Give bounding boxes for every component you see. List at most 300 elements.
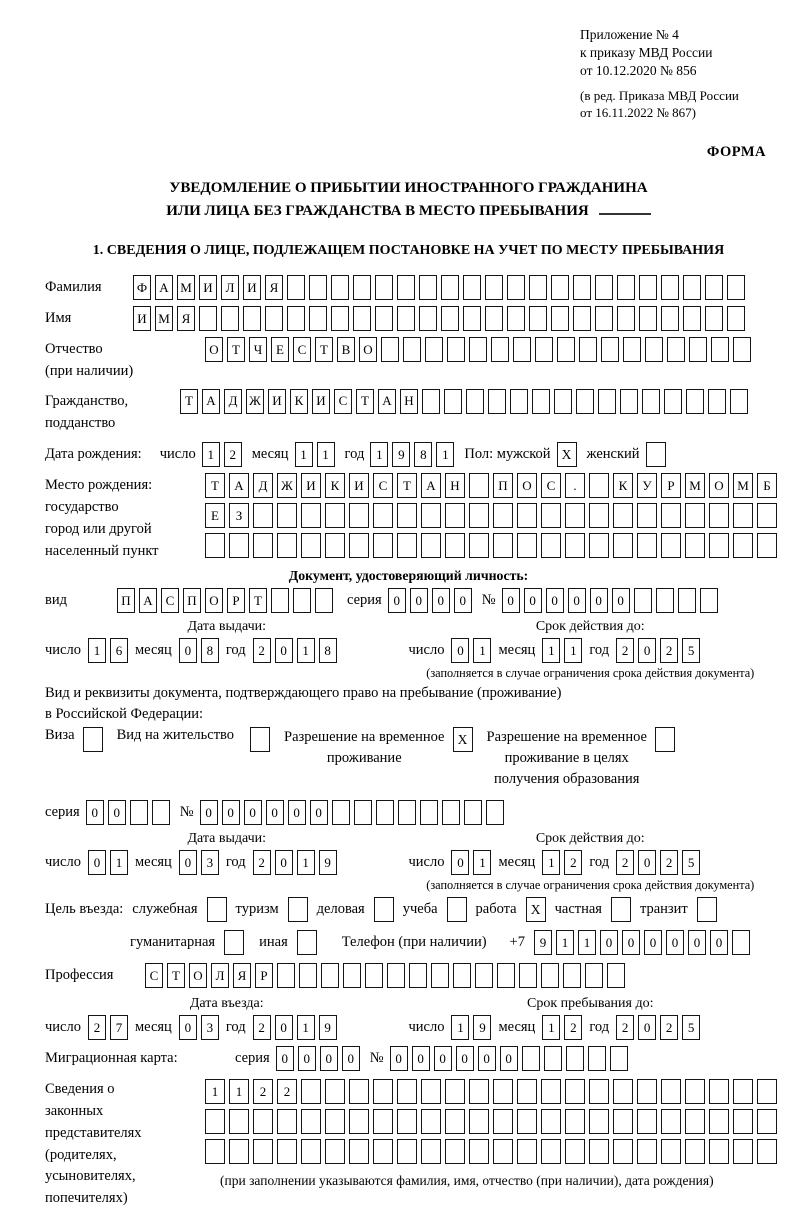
char-cell[interactable] [488,389,506,414]
char-cell[interactable]: 0 [342,1046,360,1071]
char-cell[interactable]: Д [253,473,273,498]
char-cell[interactable] [617,275,635,300]
char-cell[interactable]: С [541,473,561,498]
char-cell[interactable] [253,503,273,528]
char-cell[interactable]: 1 [542,638,560,663]
char-cell[interactable] [229,1139,249,1164]
option-residence-permit-checkbox[interactable] [250,727,270,752]
char-cell[interactable] [277,1109,297,1134]
char-cell[interactable] [309,275,327,300]
char-cell[interactable]: 9 [319,1015,337,1040]
char-cell[interactable] [529,275,547,300]
char-cell[interactable] [757,1139,777,1164]
char-cell[interactable]: 3 [201,1015,219,1040]
char-cell[interactable]: 9 [319,850,337,875]
char-cell[interactable]: 0 [179,1015,197,1040]
char-cell[interactable] [321,963,339,988]
char-cell[interactable]: Ф [133,275,151,300]
char-cell[interactable] [205,1139,225,1164]
char-cell[interactable] [493,1109,513,1134]
char-cell[interactable] [757,533,777,558]
char-cell[interactable]: М [733,473,753,498]
char-cell[interactable] [613,1079,633,1104]
char-cell[interactable] [464,800,482,825]
char-cell[interactable]: 0 [451,638,469,663]
char-cell[interactable]: 2 [660,638,678,663]
char-cell[interactable]: . [565,473,585,498]
char-cell[interactable] [678,588,696,613]
char-cell[interactable] [733,503,753,528]
char-cell[interactable]: И [312,389,330,414]
char-cell[interactable] [243,306,261,331]
char-cell[interactable] [397,533,417,558]
char-cell[interactable] [469,1139,489,1164]
char-cell[interactable]: 1 [564,638,582,663]
char-cell[interactable] [299,963,317,988]
char-cell[interactable]: 1 [317,442,335,467]
char-cell[interactable]: А [378,389,396,414]
char-cell[interactable] [293,588,311,613]
char-cell[interactable] [529,306,547,331]
char-cell[interactable] [541,1109,561,1134]
char-cell[interactable]: 0 [502,588,520,613]
char-cell[interactable]: 1 [297,1015,315,1040]
char-cell[interactable]: В [337,337,355,362]
char-cell[interactable]: 0 [388,588,406,613]
char-cell[interactable] [253,1109,273,1134]
char-cell[interactable] [544,1046,562,1071]
char-cell[interactable] [277,533,297,558]
char-cell[interactable]: 9 [473,1015,491,1040]
char-cell[interactable]: У [637,473,657,498]
char-cell[interactable]: Р [661,473,681,498]
char-cell[interactable] [409,963,427,988]
char-cell[interactable] [421,1079,441,1104]
option-temp-residence-checkbox[interactable]: X [453,727,473,752]
char-cell[interactable] [493,503,513,528]
char-cell[interactable] [510,389,528,414]
char-cell[interactable]: 2 [253,1079,273,1104]
char-cell[interactable]: А [229,473,249,498]
char-cell[interactable]: О [205,337,223,362]
char-cell[interactable] [397,503,417,528]
option-visa-checkbox[interactable] [83,727,103,752]
char-cell[interactable] [623,337,641,362]
char-cell[interactable] [325,1139,345,1164]
char-cell[interactable]: Л [211,963,229,988]
char-cell[interactable]: 1 [542,1015,560,1040]
char-cell[interactable]: 0 [546,588,564,613]
char-cell[interactable] [447,337,465,362]
char-cell[interactable]: 3 [201,850,219,875]
char-cell[interactable] [421,1109,441,1134]
char-cell[interactable]: 1 [205,1079,225,1104]
char-cell[interactable] [573,275,591,300]
char-cell[interactable] [610,1046,628,1071]
char-cell[interactable]: Я [233,963,251,988]
char-cell[interactable] [469,473,489,498]
char-cell[interactable] [639,306,657,331]
char-cell[interactable] [403,337,421,362]
purpose-humanitarian-checkbox[interactable] [224,930,244,955]
char-cell[interactable] [708,389,726,414]
char-cell[interactable] [265,306,283,331]
char-cell[interactable]: 0 [410,588,428,613]
char-cell[interactable] [349,503,369,528]
char-cell[interactable]: 5 [682,638,700,663]
char-cell[interactable]: Я [265,275,283,300]
char-cell[interactable]: И [268,389,286,414]
char-cell[interactable]: 1 [473,638,491,663]
char-cell[interactable] [598,389,616,414]
char-cell[interactable]: Н [445,473,465,498]
char-cell[interactable]: 0 [666,930,684,955]
char-cell[interactable]: И [133,306,151,331]
char-cell[interactable] [373,1079,393,1104]
char-cell[interactable] [589,1109,609,1134]
char-cell[interactable] [589,503,609,528]
char-cell[interactable]: Т [227,337,245,362]
char-cell[interactable] [253,1139,273,1164]
char-cell[interactable]: Т [315,337,333,362]
char-cell[interactable] [445,1079,465,1104]
char-cell[interactable] [589,1139,609,1164]
char-cell[interactable] [421,503,441,528]
char-cell[interactable] [373,533,393,558]
char-cell[interactable] [469,1109,489,1134]
char-cell[interactable]: 8 [414,442,432,467]
char-cell[interactable] [709,533,729,558]
char-cell[interactable] [349,1109,369,1134]
char-cell[interactable]: 2 [224,442,242,467]
purpose-transit-checkbox[interactable] [697,897,717,922]
char-cell[interactable] [349,1079,369,1104]
char-cell[interactable] [685,1079,705,1104]
char-cell[interactable] [535,337,553,362]
char-cell[interactable]: 0 [179,850,197,875]
char-cell[interactable]: 5 [682,1015,700,1040]
char-cell[interactable]: О [205,588,223,613]
char-cell[interactable] [453,963,471,988]
char-cell[interactable] [661,533,681,558]
char-cell[interactable]: 2 [277,1079,297,1104]
char-cell[interactable] [613,503,633,528]
char-cell[interactable] [661,1109,681,1134]
char-cell[interactable] [541,503,561,528]
char-cell[interactable] [493,1079,513,1104]
char-cell[interactable]: 0 [600,930,618,955]
char-cell[interactable]: 0 [298,1046,316,1071]
char-cell[interactable]: М [155,306,173,331]
char-cell[interactable] [700,588,718,613]
char-cell[interactable]: 9 [534,930,552,955]
char-cell[interactable] [733,1109,753,1134]
char-cell[interactable]: Р [255,963,273,988]
char-cell[interactable] [287,275,305,300]
char-cell[interactable] [589,533,609,558]
char-cell[interactable]: 0 [108,800,126,825]
purpose-official-checkbox[interactable] [207,897,227,922]
purpose-business-checkbox[interactable] [374,897,394,922]
char-cell[interactable]: Е [205,503,225,528]
char-cell[interactable] [325,1109,345,1134]
purpose-study-checkbox[interactable] [447,897,467,922]
char-cell[interactable] [551,275,569,300]
char-cell[interactable] [541,1139,561,1164]
char-cell[interactable]: 1 [436,442,454,467]
char-cell[interactable] [563,963,581,988]
char-cell[interactable]: 0 [451,850,469,875]
char-cell[interactable] [637,1079,657,1104]
char-cell[interactable] [637,1139,657,1164]
char-cell[interactable] [301,533,321,558]
char-cell[interactable]: 1 [202,442,220,467]
char-cell[interactable] [205,1109,225,1134]
char-cell[interactable]: И [199,275,217,300]
char-cell[interactable] [565,503,585,528]
char-cell[interactable] [689,337,707,362]
char-cell[interactable] [565,533,585,558]
char-cell[interactable] [397,275,415,300]
char-cell[interactable] [557,337,575,362]
char-cell[interactable]: 2 [88,1015,106,1040]
char-cell[interactable] [711,337,729,362]
char-cell[interactable]: 0 [275,1015,293,1040]
char-cell[interactable] [397,1079,417,1104]
char-cell[interactable] [419,275,437,300]
char-cell[interactable] [491,337,509,362]
char-cell[interactable] [325,1079,345,1104]
char-cell[interactable] [445,503,465,528]
char-cell[interactable]: И [243,275,261,300]
char-cell[interactable] [732,930,750,955]
char-cell[interactable]: 2 [616,1015,634,1040]
char-cell[interactable] [466,389,484,414]
char-cell[interactable]: З [229,503,249,528]
char-cell[interactable] [507,306,525,331]
char-cell[interactable] [656,588,674,613]
char-cell[interactable]: 0 [434,1046,452,1071]
char-cell[interactable] [287,306,305,331]
char-cell[interactable] [387,963,405,988]
char-cell[interactable] [229,1109,249,1134]
char-cell[interactable] [205,533,225,558]
char-cell[interactable] [613,1139,633,1164]
char-cell[interactable] [565,1079,585,1104]
char-cell[interactable]: 0 [456,1046,474,1071]
char-cell[interactable] [685,1109,705,1134]
char-cell[interactable]: 8 [319,638,337,663]
char-cell[interactable] [519,963,537,988]
char-cell[interactable] [639,275,657,300]
char-cell[interactable]: 2 [564,850,582,875]
char-cell[interactable] [709,503,729,528]
char-cell[interactable]: О [709,473,729,498]
char-cell[interactable] [445,1139,465,1164]
char-cell[interactable] [343,963,361,988]
char-cell[interactable] [517,1109,537,1134]
char-cell[interactable]: 2 [253,850,271,875]
char-cell[interactable] [522,1046,540,1071]
char-cell[interactable] [686,389,704,414]
char-cell[interactable] [397,306,415,331]
char-cell[interactable] [373,1109,393,1134]
char-cell[interactable]: Л [221,275,239,300]
char-cell[interactable]: 8 [201,638,219,663]
char-cell[interactable] [661,306,679,331]
char-cell[interactable] [617,306,635,331]
char-cell[interactable]: 1 [578,930,596,955]
char-cell[interactable]: Ж [277,473,297,498]
char-cell[interactable] [541,533,561,558]
purpose-work-checkbox[interactable]: X [526,897,546,922]
char-cell[interactable]: К [613,473,633,498]
char-cell[interactable] [325,533,345,558]
char-cell[interactable] [469,503,489,528]
char-cell[interactable]: К [325,473,345,498]
char-cell[interactable]: 2 [564,1015,582,1040]
char-cell[interactable] [709,1109,729,1134]
char-cell[interactable] [331,275,349,300]
char-cell[interactable]: П [493,473,513,498]
char-cell[interactable] [277,1139,297,1164]
char-cell[interactable] [375,275,393,300]
char-cell[interactable]: 0 [275,850,293,875]
char-cell[interactable] [422,389,440,414]
char-cell[interactable]: 0 [454,588,472,613]
char-cell[interactable]: С [293,337,311,362]
char-cell[interactable] [301,503,321,528]
char-cell[interactable] [397,1109,417,1134]
char-cell[interactable] [517,1079,537,1104]
char-cell[interactable] [493,533,513,558]
char-cell[interactable]: С [334,389,352,414]
purpose-private-checkbox[interactable] [611,897,631,922]
char-cell[interactable] [507,275,525,300]
char-cell[interactable]: О [517,473,537,498]
char-cell[interactable]: И [301,473,321,498]
char-cell[interactable]: Е [271,337,289,362]
char-cell[interactable] [532,389,550,414]
char-cell[interactable] [445,1109,465,1134]
char-cell[interactable] [661,1139,681,1164]
char-cell[interactable]: 1 [473,850,491,875]
char-cell[interactable] [301,1139,321,1164]
char-cell[interactable] [730,389,748,414]
char-cell[interactable] [733,1139,753,1164]
char-cell[interactable]: 0 [612,588,630,613]
char-cell[interactable] [579,337,597,362]
char-cell[interactable]: Т [205,473,225,498]
char-cell[interactable] [551,306,569,331]
char-cell[interactable]: 1 [297,850,315,875]
char-cell[interactable]: К [290,389,308,414]
char-cell[interactable] [444,389,462,414]
char-cell[interactable] [354,800,372,825]
char-cell[interactable] [253,533,273,558]
purpose-other-checkbox[interactable] [297,930,317,955]
char-cell[interactable]: А [202,389,220,414]
char-cell[interactable]: 1 [451,1015,469,1040]
char-cell[interactable] [667,337,685,362]
char-cell[interactable] [637,533,657,558]
char-cell[interactable] [685,503,705,528]
char-cell[interactable] [463,275,481,300]
char-cell[interactable] [463,306,481,331]
char-cell[interactable] [566,1046,584,1071]
char-cell[interactable] [661,1079,681,1104]
char-cell[interactable] [727,275,745,300]
char-cell[interactable] [497,963,515,988]
char-cell[interactable] [634,588,652,613]
char-cell[interactable] [576,389,594,414]
char-cell[interactable] [469,337,487,362]
char-cell[interactable] [331,306,349,331]
char-cell[interactable] [727,306,745,331]
char-cell[interactable] [421,533,441,558]
purpose-tourism-checkbox[interactable] [288,897,308,922]
char-cell[interactable]: Д [224,389,242,414]
char-cell[interactable]: 0 [478,1046,496,1071]
char-cell[interactable]: 0 [320,1046,338,1071]
char-cell[interactable] [588,1046,606,1071]
char-cell[interactable]: П [183,588,201,613]
char-cell[interactable]: 0 [275,638,293,663]
char-cell[interactable] [375,306,393,331]
char-cell[interactable] [607,963,625,988]
char-cell[interactable]: 1 [88,638,106,663]
char-cell[interactable]: С [161,588,179,613]
char-cell[interactable] [620,389,638,414]
char-cell[interactable] [733,337,751,362]
char-cell[interactable]: О [359,337,377,362]
char-cell[interactable]: 6 [110,638,128,663]
char-cell[interactable]: 0 [638,1015,656,1040]
char-cell[interactable]: 0 [638,850,656,875]
char-cell[interactable] [349,1139,369,1164]
char-cell[interactable]: П [117,588,135,613]
char-cell[interactable] [709,1079,729,1104]
char-cell[interactable]: 7 [110,1015,128,1040]
char-cell[interactable]: 0 [638,638,656,663]
char-cell[interactable] [601,337,619,362]
char-cell[interactable]: Т [397,473,417,498]
char-cell[interactable] [229,533,249,558]
char-cell[interactable] [397,1139,417,1164]
char-cell[interactable]: 0 [179,638,197,663]
char-cell[interactable]: 1 [542,850,560,875]
char-cell[interactable]: 1 [295,442,313,467]
char-cell[interactable]: 0 [590,588,608,613]
char-cell[interactable] [661,503,681,528]
char-cell[interactable] [683,275,701,300]
char-cell[interactable]: А [139,588,157,613]
char-cell[interactable]: 9 [392,442,410,467]
char-cell[interactable] [301,1079,321,1104]
char-cell[interactable] [613,1109,633,1134]
char-cell[interactable] [325,503,345,528]
char-cell[interactable] [353,306,371,331]
char-cell[interactable]: 0 [266,800,284,825]
char-cell[interactable]: 0 [524,588,542,613]
char-cell[interactable] [419,306,437,331]
char-cell[interactable]: 2 [616,850,634,875]
sex-female-checkbox[interactable] [646,442,666,467]
char-cell[interactable] [705,275,723,300]
char-cell[interactable] [199,306,217,331]
char-cell[interactable] [309,306,327,331]
char-cell[interactable] [685,533,705,558]
